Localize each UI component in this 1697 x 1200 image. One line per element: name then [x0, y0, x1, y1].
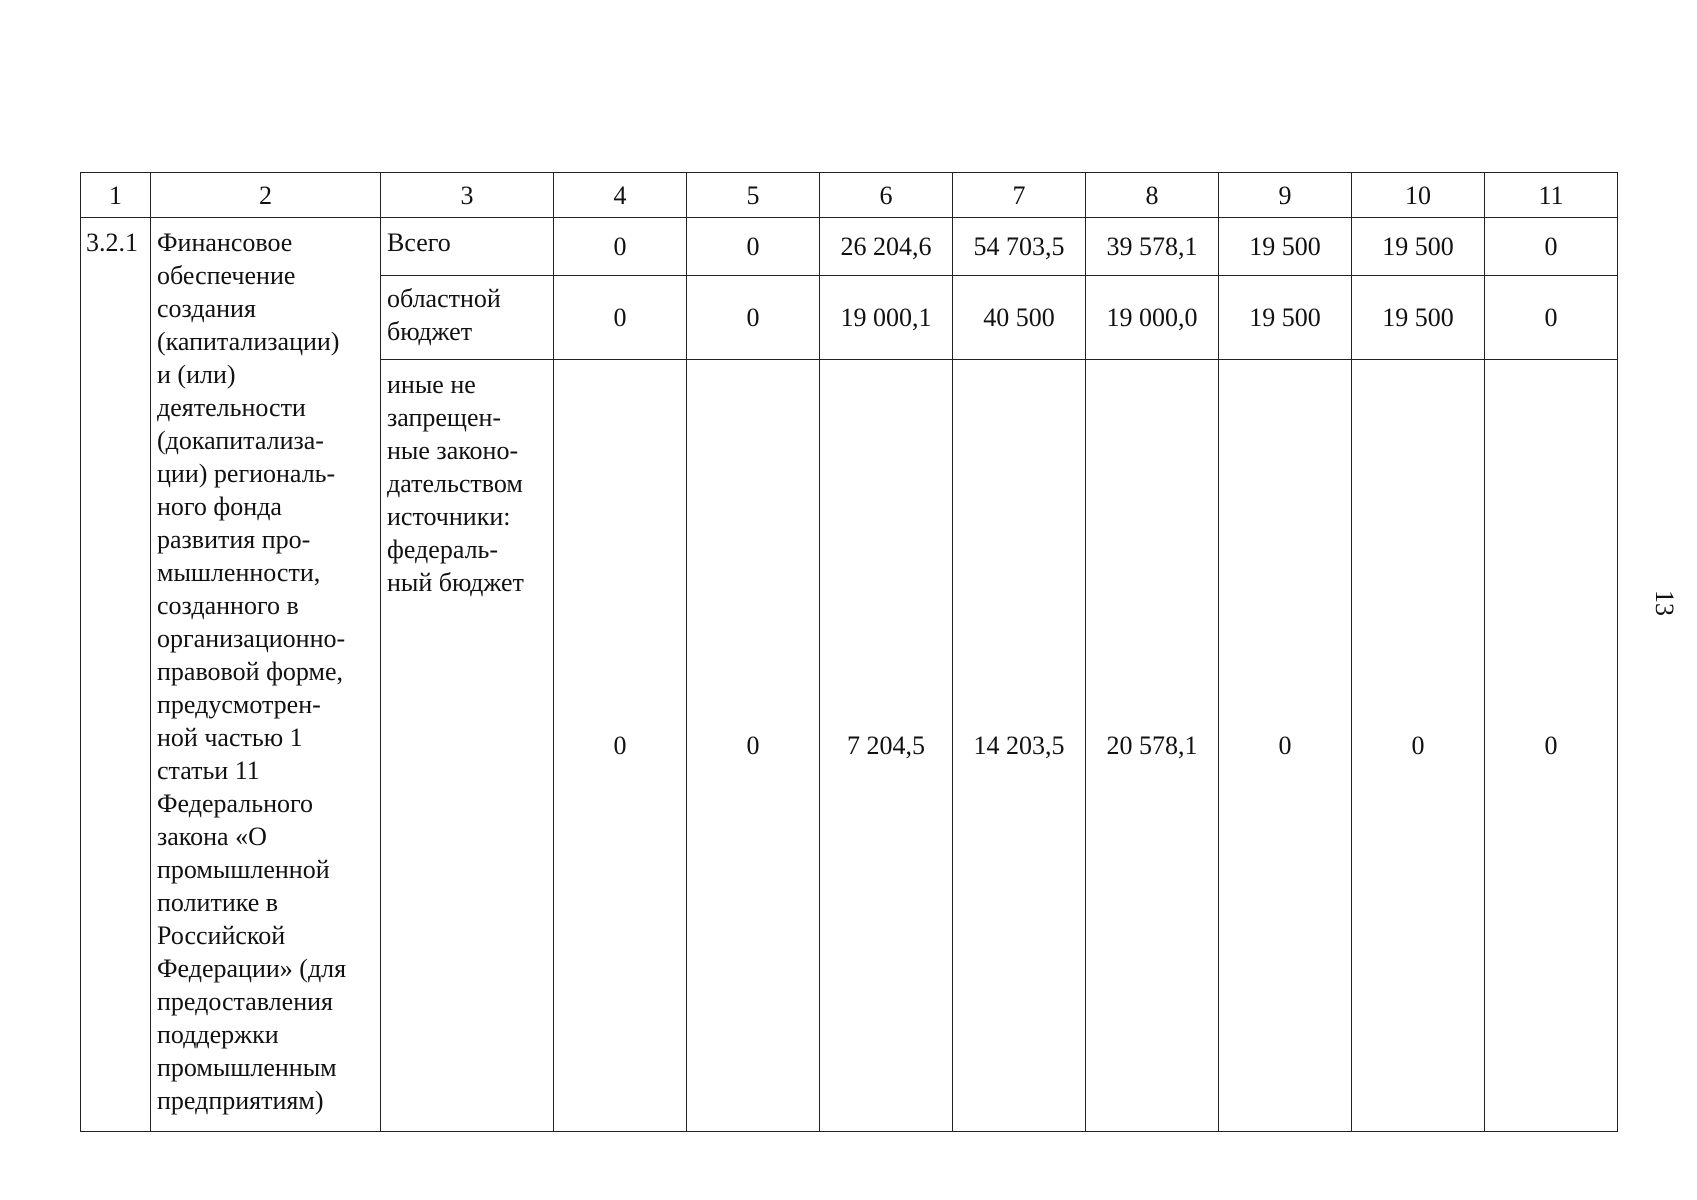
- value-cell: 0: [687, 218, 820, 276]
- source-label-line: ный бюджет: [387, 568, 524, 597]
- header-cell-6: 6: [820, 173, 953, 218]
- measure-name-line: закона «О: [157, 822, 267, 851]
- value-cell: 40 500: [953, 276, 1086, 360]
- measure-name-line: ции) региональ-: [157, 459, 336, 488]
- value-cell: 19 000,0: [1086, 276, 1219, 360]
- header-cell-3: 3: [381, 173, 554, 218]
- header-cell-9: 9: [1219, 173, 1352, 218]
- measure-name-line: Финансовое: [157, 228, 293, 257]
- source-label-line: запрещен-: [387, 403, 502, 432]
- header-row: [81, 173, 1618, 218]
- header-cell-10: 10: [1352, 173, 1485, 218]
- measure-name-line: (докапитализа-: [157, 426, 324, 455]
- value-cell: 19 500: [1352, 276, 1485, 360]
- value-cell: 19 000,1: [820, 276, 953, 360]
- value-cell: 26 204,6: [820, 218, 953, 276]
- header-cell-2: 2: [151, 173, 381, 218]
- value-cell: 0: [1485, 218, 1618, 276]
- header-cell-4: 4: [554, 173, 687, 218]
- row-number: 3.2.1: [81, 218, 151, 1132]
- measure-name-line: промышленным: [157, 1053, 337, 1082]
- header-cell-11: 11: [1485, 173, 1618, 218]
- source-label-line: федераль-: [387, 535, 499, 564]
- measure-name-line: созданного в: [157, 591, 299, 620]
- measure-name-line: мышленности,: [157, 558, 321, 587]
- value-cell: 19 500: [1219, 276, 1352, 360]
- measure-name-line: создания: [157, 294, 256, 323]
- value-cell: 0: [1485, 276, 1618, 360]
- source-label-other: [381, 360, 554, 1132]
- measure-name-line: Федерального: [157, 789, 314, 818]
- measure-name-line: ного фонда: [157, 492, 282, 521]
- measure-name-line: поддержки: [157, 1020, 279, 1049]
- header-cell-5: 5: [687, 173, 820, 218]
- measure-name-line: ной частью 1: [157, 723, 303, 752]
- value-cell: 0: [1485, 360, 1618, 1132]
- source-label-line: дательством: [387, 469, 523, 498]
- value-cell: 0: [1352, 360, 1485, 1132]
- source-label-line: областной: [387, 284, 501, 313]
- measure-name-line: предоставления: [157, 987, 333, 1016]
- value-cell: 54 703,5: [953, 218, 1086, 276]
- source-label-total: [381, 218, 554, 276]
- value-cell: 19 500: [1352, 218, 1485, 276]
- value-cell: 14 203,5: [953, 360, 1086, 1132]
- measure-name-line: предприятиям): [157, 1086, 324, 1115]
- source-label-line: бюджет: [387, 317, 473, 346]
- value-cell: 0: [554, 360, 687, 1132]
- header-cell-8: 8: [1086, 173, 1219, 218]
- source-label-line: Всего: [387, 228, 451, 257]
- source-label-line: ные законо-: [387, 436, 519, 465]
- measure-name: [151, 218, 381, 1132]
- value-cell: 0: [687, 276, 820, 360]
- measure-name-line: статьи 11: [157, 756, 260, 785]
- measure-name-line: промышленной: [157, 855, 330, 884]
- source-label-line: источники:: [387, 502, 511, 531]
- table-row-total: [81, 218, 1618, 276]
- measure-name-line: развития про-: [157, 525, 311, 554]
- measure-name-line: (капитализации): [157, 327, 340, 356]
- measure-name-line: и (или): [157, 360, 236, 389]
- measure-name-line: Федерации» (для: [157, 954, 347, 983]
- measure-name-line: организационно-: [157, 624, 346, 653]
- value-cell: 7 204,5: [820, 360, 953, 1132]
- measure-name-line: деятельности: [157, 393, 306, 422]
- measure-name-line: обеспечение: [157, 261, 296, 290]
- measure-name-line: Российской: [157, 921, 286, 950]
- measure-name-line: правовой форме,: [157, 657, 344, 686]
- source-label-regional: [381, 276, 554, 360]
- value-cell: 39 578,1: [1086, 218, 1219, 276]
- source-label-line: иные не: [387, 370, 476, 399]
- value-cell: 19 500: [1219, 218, 1352, 276]
- page-number: 13: [1650, 590, 1679, 616]
- value-cell: 0: [554, 276, 687, 360]
- measure-name-line: политике в: [157, 888, 279, 917]
- value-cell: 0: [687, 360, 820, 1132]
- value-cell: 20 578,1: [1086, 360, 1219, 1132]
- header-cell-1: 1: [81, 173, 151, 218]
- header-cell-7: 7: [953, 173, 1086, 218]
- value-cell: 0: [1219, 360, 1352, 1132]
- budget-table: [80, 172, 1618, 1132]
- value-cell: 0: [554, 218, 687, 276]
- measure-name-line: предусмотрен-: [157, 690, 321, 719]
